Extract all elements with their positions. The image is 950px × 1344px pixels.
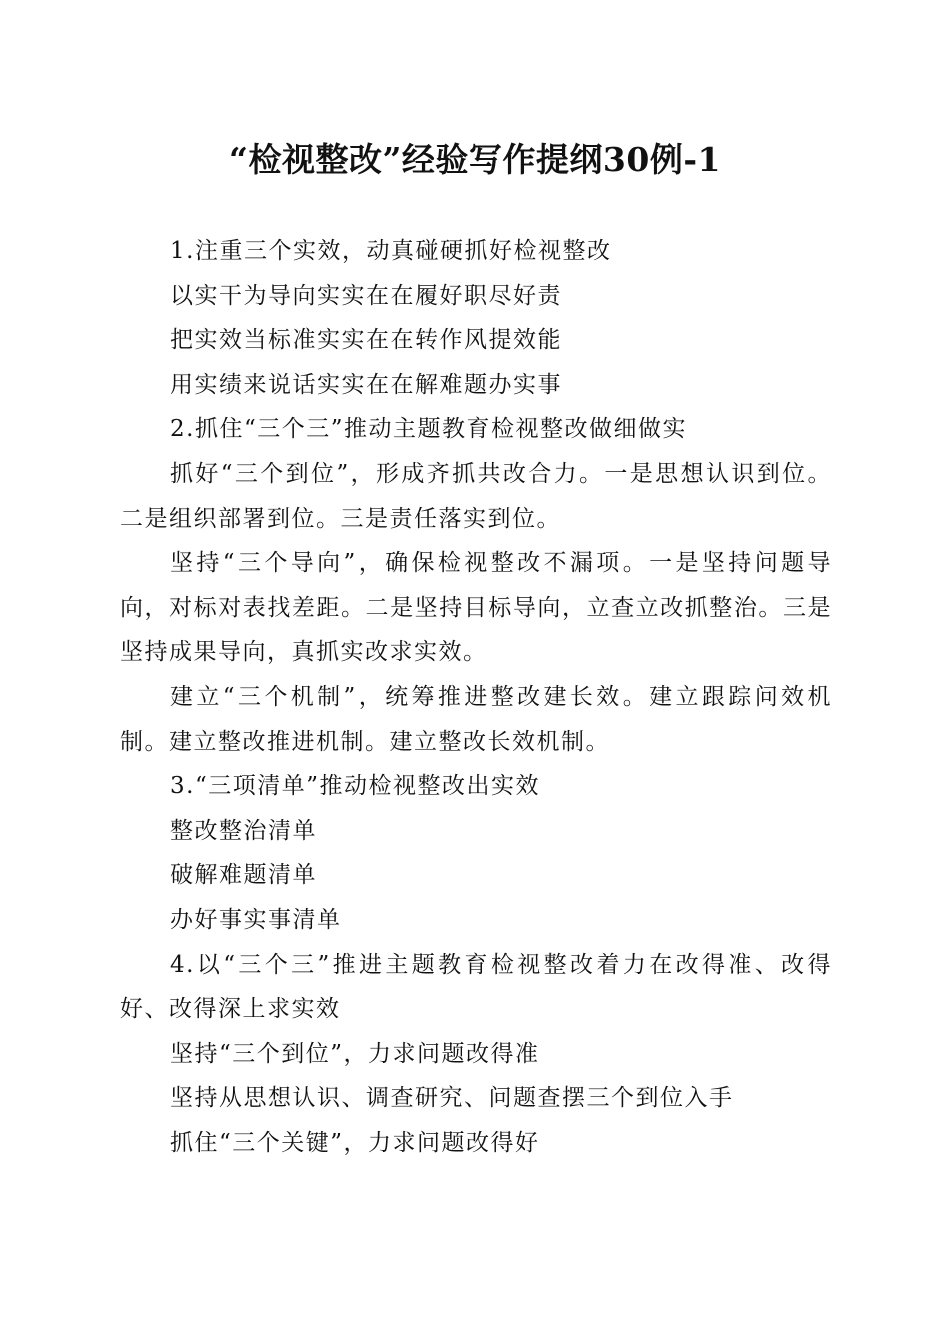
paragraph: 用实绩来说话实实在在解难题办实事 bbox=[170, 371, 562, 398]
paragraph: 坚持从思想认识、调查研究、问题查摆三个到位入手 bbox=[170, 1085, 734, 1112]
paragraph: 以实干为导向实实在在履好职尽好责 bbox=[170, 282, 562, 309]
paragraph: 建立“三个机制”，统筹推进整改建长效。建立跟踪问效机制。建立整改推进机制。建立整改长效机制。 bbox=[120, 683, 832, 755]
paragraph: 把实效当标准实实在在转作风提效能 bbox=[170, 327, 562, 354]
paragraph: 抓好“三个到位”，形成齐抓共改合力。一是思想认识到位。二是组织部署到位。三是责任落实到位。 bbox=[120, 460, 832, 532]
document-body bbox=[120, 229, 832, 1165]
paragraph: 抓住“三个关键”，力求问题改得好 bbox=[170, 1129, 540, 1156]
paragraph: 办好事实事清单 bbox=[170, 906, 342, 933]
paragraph: 整改整治清单 bbox=[170, 817, 317, 844]
paragraph: 坚持“三个到位”，力求问题改得准 bbox=[170, 1040, 540, 1067]
paragraph: 破解难题清单 bbox=[170, 862, 317, 889]
heading-1: 1.注重三个实效，动真碰硬抓好检视整改 bbox=[170, 238, 612, 264]
heading-2: 2.抓住“三个三”推动主题教育检视整改做细做实 bbox=[170, 416, 687, 443]
heading-4: 4.以“三个三”推进主题教育检视整改着力在改得准、改得好、改得深上求实效 bbox=[120, 951, 832, 1023]
paragraph: 坚持“三个导向”，确保检视整改不漏项。一是坚持问题导向，对标对表找差距。二是坚持目标导向，立查立改抓整治。三是坚持成果导向，真抓实改求实效。 bbox=[120, 550, 832, 666]
heading-3: 3.“三项清单”推动检视整改出实效 bbox=[170, 773, 540, 800]
document-title: “检视整改”经验写作提纲30例-1 bbox=[228, 140, 722, 179]
